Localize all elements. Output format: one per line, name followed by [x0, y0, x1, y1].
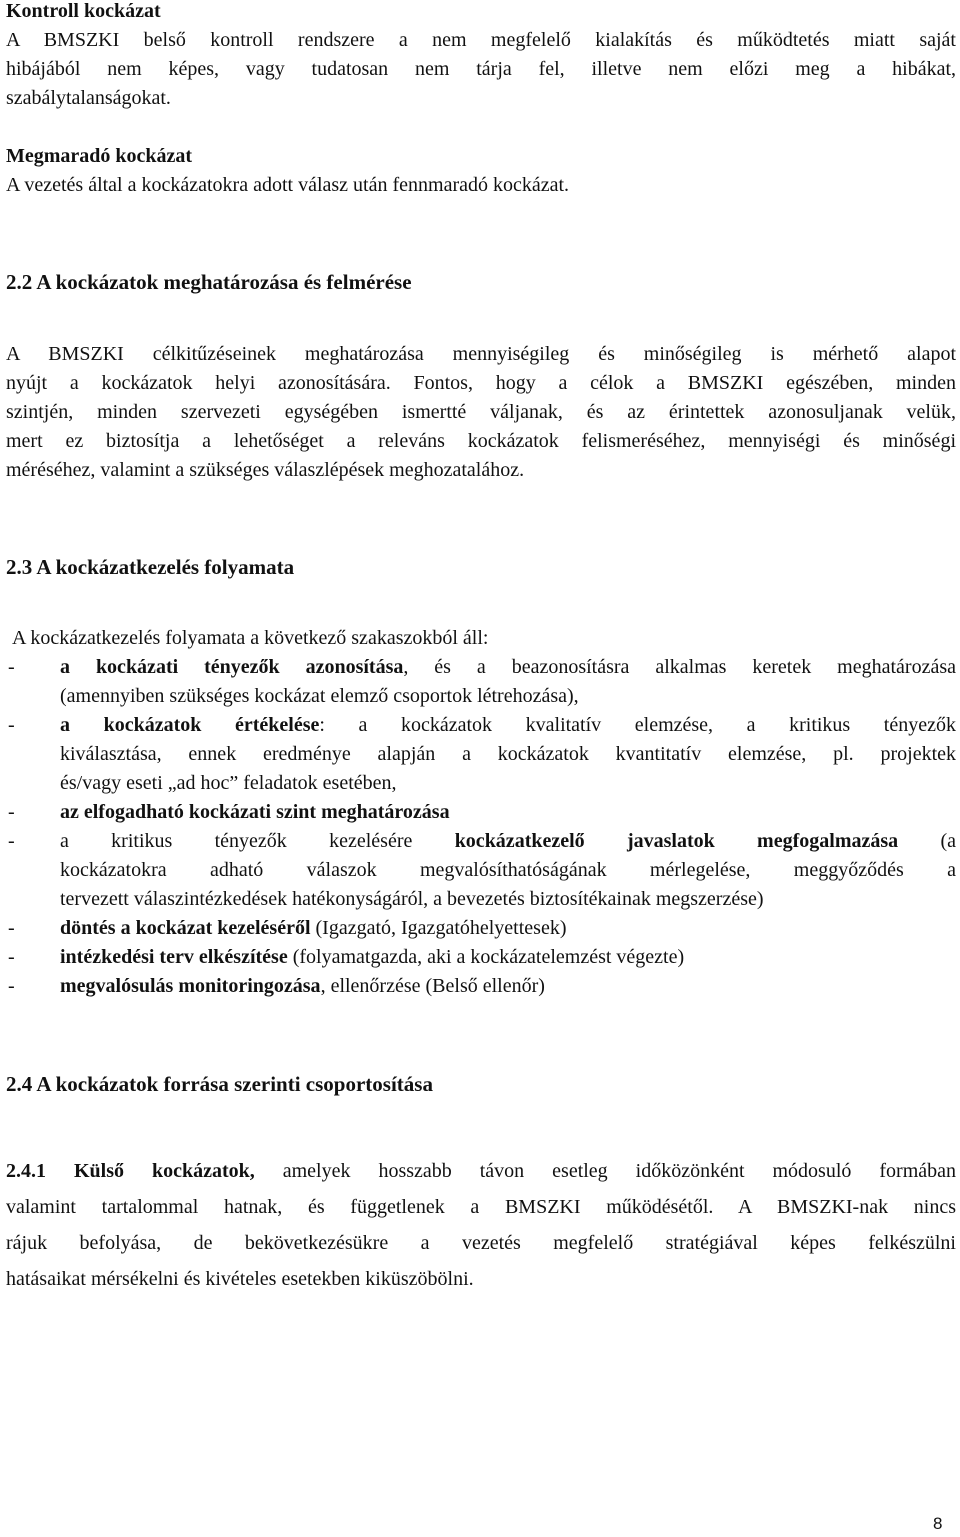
bullet-2-line-2: kiválasztása, ennek eredménye alapján a kockázatok kvantitatív elemzése, pl. projektek	[60, 743, 956, 765]
heading-2-4: 2.4 A kockázatok forrása szerinti csoportosítása	[6, 1072, 433, 1096]
section-2-2-line-3: szintjén, minden szervezeti egységében ismertté váljanak, és az érintettek azonosuljanak velük,	[6, 401, 956, 423]
bullet-7-bold: megvalósulás monitoringozása	[60, 975, 321, 997]
bullet-5-line-1	[60, 914, 956, 943]
bullet-dash: -	[8, 830, 15, 852]
bullet-4-rest: (a	[898, 830, 956, 852]
bullet-5-rest: (Igazgató, Igazgatóhelyettesek)	[310, 917, 567, 939]
bullet-4-line-2: kockázatokra adható válaszok megvalósíthatóságának mérlegelése, meggyőződés a	[60, 859, 956, 881]
bullet-dash: -	[8, 946, 15, 968]
section-2-4-1-line-4: hatásaikat mérsékelni és kivételes esetekben kiküszöbölni.	[6, 1268, 474, 1290]
section-2-2-line-5: méréséhez, valamint a szükséges válaszlépések meghozatalához.	[6, 459, 525, 481]
section-2-4-1-rest: amelyek hosszabb távon esetleg időközönként módosuló formában	[254, 1160, 957, 1182]
bullet-4-line-3: tervezett válaszintézkedések hatékonyságáról, a bevezetés biztosítékainak megszerzése)	[60, 888, 764, 910]
bullet-1-line-2: (amennyiben szükséges kockázat elemző csoportok létrehozása),	[60, 685, 579, 707]
kontroll-kockazat-title: Kontroll kockázat	[6, 0, 161, 22]
bullet-1-rest: , és a beazonosításra alkalmas keretek meghatározása	[403, 656, 956, 678]
section-2-4-1-line-3: rájuk befolyása, de bekövetkezésükre a vezetés megfelelő stratégiával képes felkészülni	[6, 1232, 956, 1254]
bullet-dash: -	[8, 656, 15, 678]
bullet-4-bold: kockázatkezelő javaslatok megfogalmazása	[454, 830, 899, 852]
heading-2-2: 2.2 A kockázatok meghatározása és felmérése	[6, 270, 412, 294]
bullet-6-rest: (folyamatgazda, aki a kockázatelemzést végezte)	[287, 946, 685, 968]
bullet-6-bold: intézkedési terv elkészítése	[60, 946, 288, 968]
bullet-dash: -	[8, 917, 15, 939]
kontroll-kockazat-line-1: A BMSZKI belső kontroll rendszere a nem megfelelő kialakítás és működtetés miatt saját	[6, 29, 956, 51]
megmarado-kockazat-line: A vezetés által a kockázatokra adott válasz után fennmaradó kockázat.	[6, 174, 570, 196]
bullet-7-rest: , ellenőrzése (Belső ellenőr)	[320, 975, 545, 997]
bullet-2-line-1	[60, 711, 956, 740]
bullet-1-bold: a kockázati tényezők azonosítása	[60, 656, 404, 678]
bullet-3-bold: az elfogadható kockázati szint meghatározása	[60, 801, 450, 823]
page-number: 8	[933, 1514, 943, 1533]
megmarado-kockazat-title: Megmaradó kockázat	[6, 145, 193, 167]
section-2-4-1-line-2: valamint tartalommal hatnak, és függetlenek a BMSZKI működésétől. A BMSZKI-nak nincs	[6, 1196, 956, 1218]
bullet-6-line-1	[60, 943, 956, 972]
section-2-3-intro: A kockázatkezelés folyamata a következő szakaszokból áll:	[12, 627, 489, 649]
bullet-5-bold: döntés a kockázat kezeléséről	[60, 917, 311, 939]
bullet-2-rest: : a kockázatok kvalitatív elemzése, a kritikus tényezők	[319, 714, 956, 736]
section-2-2-line-2: nyújt a kockázatok helyi azonosítására. Fontos, hogy a célok a BMSZKI egészében, minden	[6, 372, 956, 394]
bullet-2-bold: a kockázatok értékelése	[60, 714, 320, 736]
heading-2-3: 2.3 A kockázatkezelés folyamata	[6, 555, 295, 579]
bullet-2-line-3: és/vagy eseti „ad hoc” feladatok esetében,	[60, 772, 397, 794]
kontroll-kockazat-line-3: szabálytalanságokat.	[6, 87, 171, 109]
bullet-3-line-1	[60, 798, 956, 827]
section-2-4-1-bold: 2.4.1 Külső kockázatok,	[6, 1160, 255, 1182]
bullet-7-line-1	[60, 972, 956, 1001]
bullet-4-line-1	[60, 827, 956, 856]
bullet-dash: -	[8, 975, 15, 997]
kontroll-kockazat-line-2: hibájából nem képes, vagy tudatosan nem tárja fel, illetve nem előzi meg a hibákat,	[6, 58, 956, 80]
section-2-4-1-line-1	[6, 1157, 956, 1186]
bullet-1-line-1	[60, 653, 956, 682]
bullet-dash: -	[8, 801, 15, 823]
bullet-dash: -	[8, 714, 15, 736]
section-2-2-line-4: mert ez biztosítja a lehetőséget a releváns kockázatok felismeréséhez, mennyiségi és minőségi	[6, 430, 956, 452]
section-2-2-line-1: A BMSZKI célkitűzéseinek meghatározása mennyiségileg és minőségileg is mérhető alapot	[6, 343, 956, 365]
bullet-4-pre: a kritikus tényezők kezelésére	[60, 830, 455, 852]
